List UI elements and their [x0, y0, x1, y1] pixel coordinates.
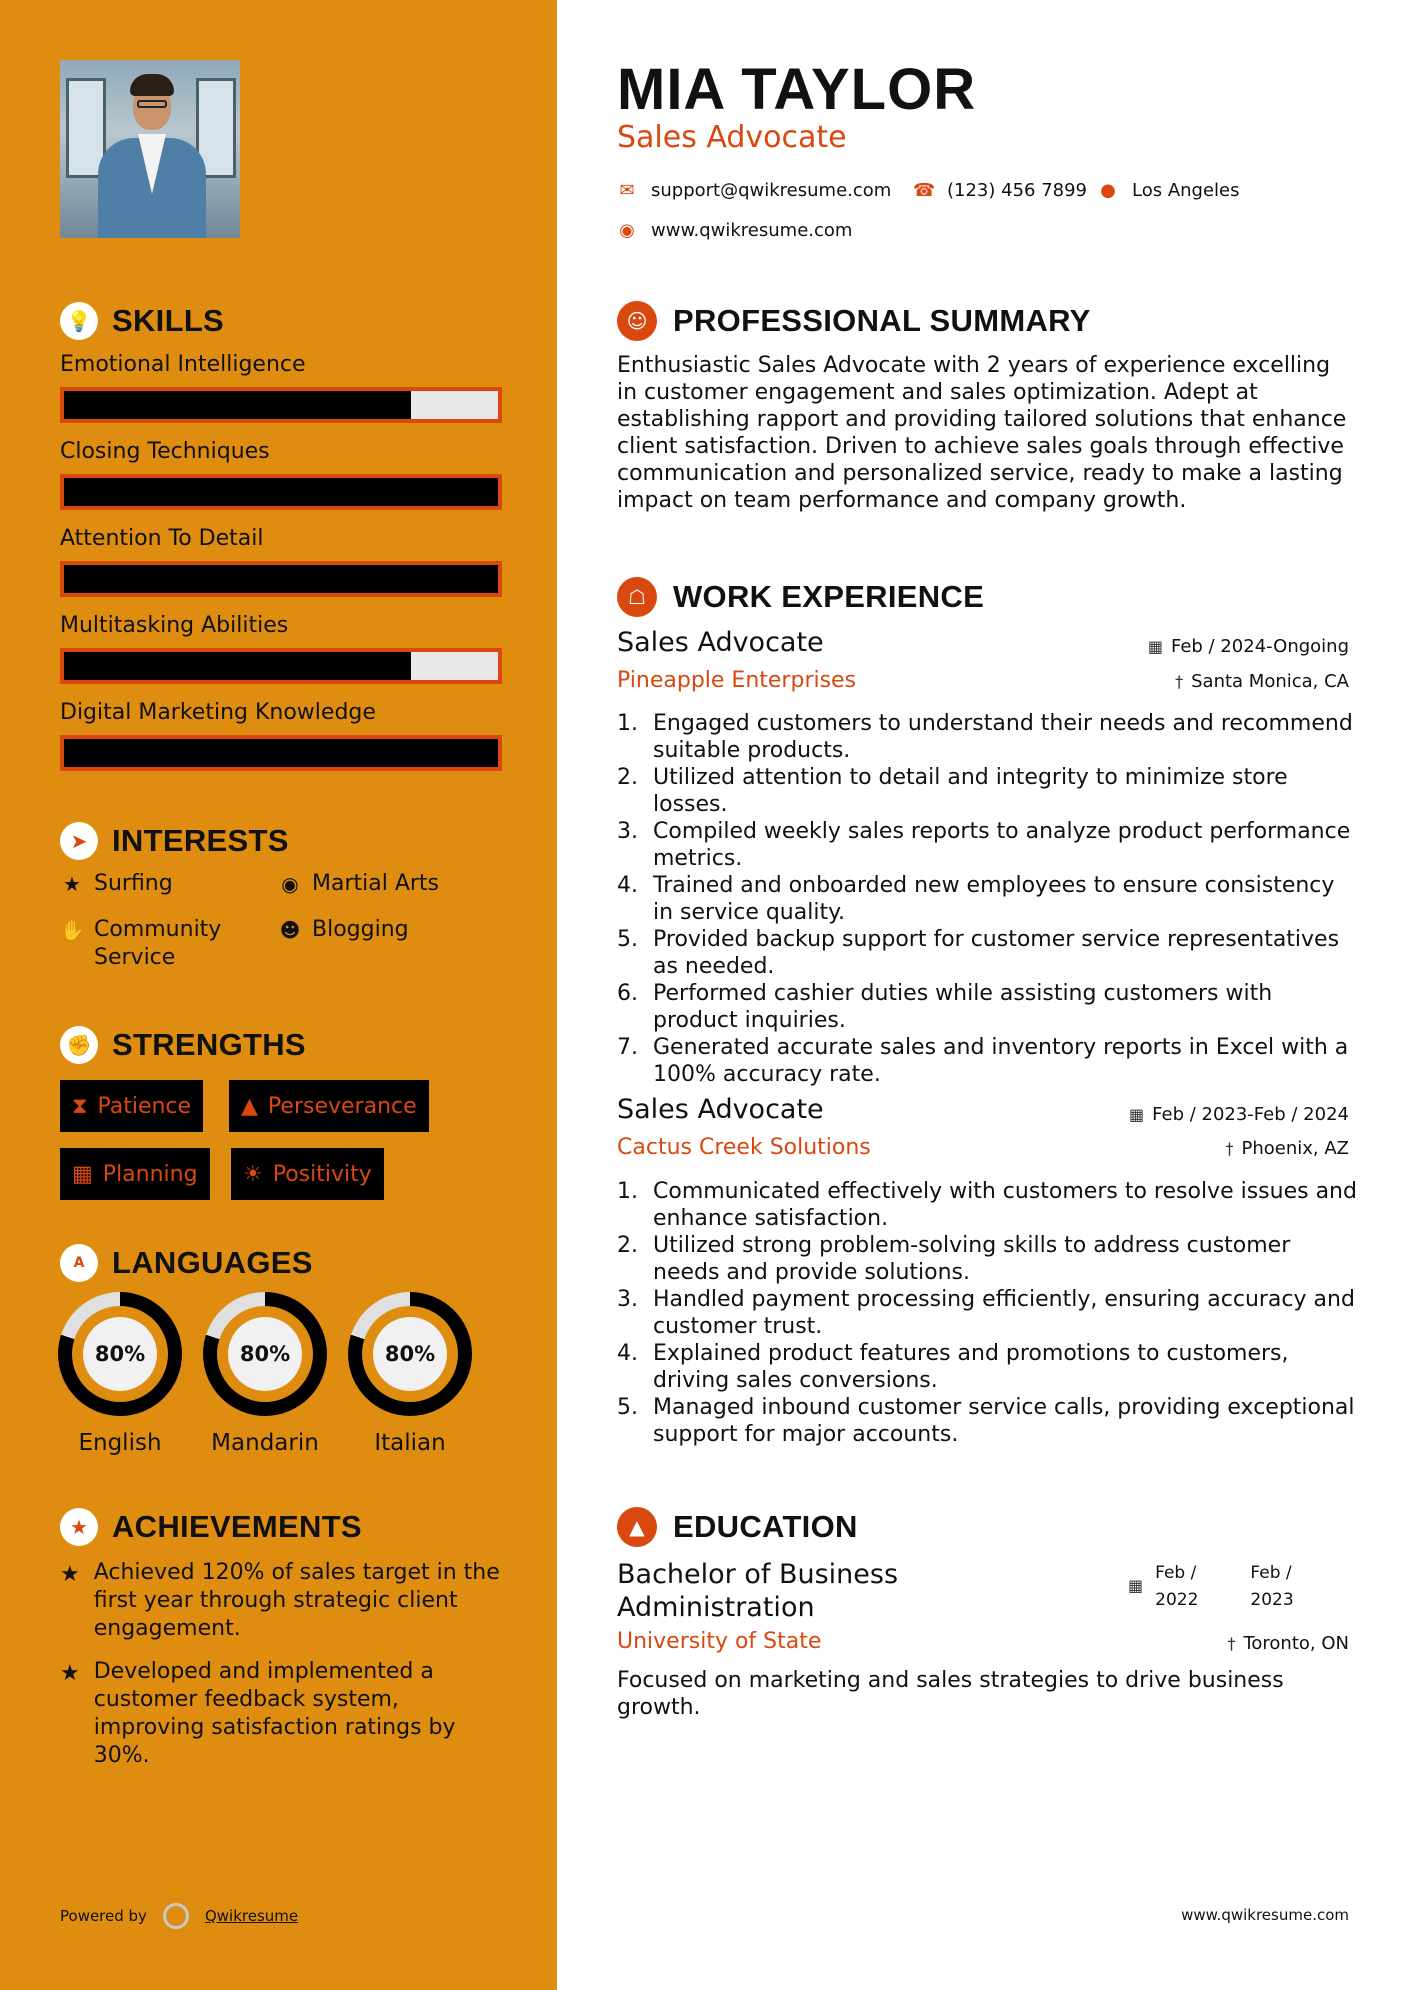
star-icon: ★ [63, 872, 81, 896]
email-text[interactable]: support@qwikresume.com [651, 180, 892, 201]
sun-icon: ☀ [243, 1161, 263, 1187]
photo-glasses [137, 100, 167, 108]
duty-item: Generated accurate sales and inventory reports in Excel with a 100% accuracy rate. [653, 1035, 1349, 1087]
interest-item [278, 916, 409, 944]
user-icon: ☺ [617, 301, 657, 341]
skill-bar [60, 474, 502, 510]
duty-item: Trained and onboarded new employees to ensure consistency in service quality. [653, 873, 1335, 925]
users-icon: ☻ [279, 918, 301, 942]
language-icon: A [60, 1244, 98, 1282]
summary-heading-row [617, 301, 1091, 341]
language-name: English [78, 1430, 162, 1456]
qwikresume-logo-icon [163, 1903, 189, 1929]
shooting-star-icon: ★ [60, 1661, 80, 1686]
job-company: Cactus Creek Solutions [617, 1135, 871, 1160]
powered-by-label: Powered by [60, 1907, 147, 1925]
contact-location [1098, 180, 1240, 201]
skill-label: Attention To Detail [60, 526, 264, 551]
languages-heading-row [60, 1244, 313, 1282]
education-end [1250, 1560, 1293, 1614]
education-heading-row [617, 1507, 858, 1547]
language-percent: 80% [373, 1317, 447, 1391]
degree-title: Bachelor of Business Administration [617, 1559, 899, 1623]
calendar-icon: ▦ [72, 1161, 93, 1187]
skill-item [60, 700, 502, 771]
skill-label: Multitasking Abilities [60, 613, 289, 638]
job-dates [1129, 1104, 1349, 1125]
shooting-star-icon: ★ [60, 1562, 80, 1587]
achievements-heading: ACHIEVEMENTS [112, 1509, 362, 1544]
job-dates [1148, 636, 1349, 657]
calendar-icon: ▦ [1147, 637, 1163, 656]
calendar-icon: ▦ [1129, 1105, 1145, 1124]
globe-icon: ◉ [619, 220, 635, 241]
calendar-icon: ▦ [1128, 1576, 1144, 1595]
interest-item [60, 916, 260, 972]
skill-bar [60, 561, 502, 597]
hand-icon: ✋ [60, 918, 85, 942]
sidebar [0, 0, 557, 1990]
education-location-text: Toronto, ON [1243, 1633, 1349, 1654]
skill-item [60, 613, 502, 684]
photo-hair [130, 74, 174, 96]
interest-label: Surfing [94, 871, 173, 896]
contact-website [617, 220, 852, 241]
language-item [203, 1292, 327, 1456]
duty-item: Performed cashier duties while assisting customers with product inquiries. [653, 981, 1273, 1033]
duty-item: Managed inbound customer service calls, providing exceptional support for major accounts. [653, 1395, 1355, 1447]
education-start [1155, 1560, 1198, 1614]
fist-icon: ✊ [60, 1026, 98, 1064]
strengths-heading: STRENGTHS [112, 1027, 306, 1062]
education-heading: EDUCATION [673, 1509, 858, 1544]
graduation-cap-icon: ▲ [617, 1507, 657, 1547]
star-badge-icon: ★ [60, 1508, 98, 1546]
education-dates [1128, 1560, 1294, 1614]
lightbulb-icon: 💡 [60, 302, 98, 340]
skill-item [60, 352, 502, 423]
language-ring [348, 1292, 472, 1416]
job-duties [617, 1178, 1359, 1448]
map-pin-icon: ● [1100, 180, 1116, 201]
paper-plane-icon: ➤ [60, 822, 98, 860]
interest-label: Community Service [94, 917, 222, 970]
strength-label: Positivity [272, 1161, 372, 1187]
skill-bar-fill [64, 652, 411, 680]
skill-bar [60, 648, 502, 684]
education-location [1227, 1633, 1349, 1654]
location-text: Los Angeles [1132, 180, 1240, 201]
duty-item: Explained product features and promotions to customers, driving sales conversions. [653, 1341, 1289, 1393]
phone-icon: ☎ [913, 180, 936, 201]
job-location [1226, 1138, 1350, 1159]
contact-phone [913, 180, 1087, 201]
office-chair-icon: ☖ [617, 577, 657, 617]
language-name: Mandarin [211, 1430, 319, 1456]
skill-bar-fill [64, 565, 498, 593]
language-ring-inner [217, 1306, 313, 1402]
website-text[interactable]: www.qwikresume.com [651, 220, 853, 241]
pin-icon: † [1227, 1634, 1236, 1653]
language-name: Italian [374, 1430, 446, 1456]
profile-photo [60, 60, 240, 238]
education-start-year: 2022 [1155, 1590, 1199, 1610]
interest-item [278, 870, 439, 898]
duty-item: Utilized attention to detail and integrity to minimize store losses. [653, 765, 1288, 817]
education-start-month: Feb / [1155, 1563, 1197, 1583]
duty-item: Compiled weekly sales reports to analyze product performance metrics. [653, 819, 1351, 871]
achievement-text: Developed and implemented a customer feedback system, improving satisfaction ratings by 30%. [93, 1659, 456, 1768]
job-dates-text: Feb / 2024-Ongoing [1170, 636, 1349, 657]
summary-text: Enthusiastic Sales Advocate with 2 years of experience excelling in customer engagement and sales optimization. Adept at establishing rapport and providing tailored solutions that enhance client satisfaction. Driven to achieve sales goals through effective communication and personalized service, ready to make a lasting impact on team performance and company growth. [617, 353, 1347, 513]
achievement-text: Achieved 120% of sales target in the first year through strategic client engagement. [93, 1560, 500, 1641]
skill-label: Emotional Intelligence [60, 352, 306, 377]
candidate-name: MIA TAYLOR [617, 57, 977, 122]
job-location-text: Santa Monica, CA [1191, 671, 1349, 692]
job-title: Sales Advocate [617, 627, 824, 658]
strengths-heading-row [60, 1026, 306, 1064]
globe-icon: ◉ [281, 872, 299, 896]
duty-item: Provided backup support for customer service representatives as needed. [653, 927, 1340, 979]
duty-item: Communicated effectively with customers to resolve issues and enhance satisfaction. [653, 1179, 1357, 1231]
interest-item [60, 870, 173, 898]
strength-chip [231, 1148, 384, 1200]
pin-icon: † [1225, 1139, 1234, 1158]
achievement-item [60, 1658, 500, 1770]
hourglass-icon: ⧗ [72, 1093, 88, 1119]
achievements-heading-row [60, 1508, 362, 1546]
language-ring [58, 1292, 182, 1416]
skill-bar [60, 735, 502, 771]
achievement-item [60, 1559, 500, 1643]
skills-heading-row [60, 302, 224, 340]
interests-heading-row [60, 822, 289, 860]
interest-label: Blogging [312, 917, 409, 942]
strength-chip [229, 1080, 429, 1132]
languages-heading: LANGUAGES [112, 1245, 313, 1280]
job-location-text: Phoenix, AZ [1241, 1138, 1349, 1159]
duty-item: Handled payment processing efficiently, ensuring accuracy and customer trust. [653, 1287, 1355, 1339]
skill-label: Digital Marketing Knowledge [60, 700, 376, 725]
language-ring [203, 1292, 327, 1416]
language-ring-inner [362, 1306, 458, 1402]
powered-by [60, 1903, 298, 1929]
experience-heading-row [617, 577, 984, 617]
skill-bar-fill [64, 478, 498, 506]
candidate-title: Sales Advocate [617, 120, 847, 155]
strength-label: Patience [97, 1093, 192, 1119]
duty-item: Engaged customers to understand their needs and recommend suitable products. [653, 711, 1353, 763]
school-name: University of State [617, 1629, 822, 1654]
strength-chip [60, 1080, 203, 1132]
interests-heading: INTERESTS [112, 823, 289, 858]
education-description: Focused on marketing and sales strategies to drive business growth. [617, 1668, 1284, 1720]
language-percent: 80% [228, 1317, 302, 1391]
skill-label: Closing Techniques [60, 439, 270, 464]
duty-item: Utilized strong problem-solving skills to address customer needs and provide solutions. [653, 1233, 1291, 1285]
skills-heading: SKILLS [112, 303, 225, 338]
skill-bar-fill [64, 391, 411, 419]
pin-icon: † [1175, 672, 1184, 691]
job-company: Pineapple Enterprises [617, 668, 857, 693]
job-dates-text: Feb / 2023-Feb / 2024 [1152, 1104, 1349, 1125]
qwikresume-link[interactable]: Qwikresume [204, 1907, 299, 1925]
footer-url[interactable]: www.qwikresume.com [1181, 1906, 1349, 1924]
skill-item [60, 439, 502, 510]
education-end-year: 2023 [1250, 1590, 1294, 1610]
job-title: Sales Advocate [617, 1094, 824, 1125]
experience-heading: WORK EXPERIENCE [673, 579, 985, 614]
job-location [1175, 671, 1349, 692]
skill-bar [60, 387, 502, 423]
strength-label: Planning [102, 1161, 198, 1187]
education-end-month: Feb / [1250, 1563, 1292, 1583]
strength-chip [60, 1148, 210, 1200]
interest-label: Martial Arts [312, 871, 440, 896]
language-item [348, 1292, 472, 1456]
road-icon: ▲ [241, 1093, 258, 1119]
language-percent: 80% [83, 1317, 157, 1391]
skill-bar-fill [64, 739, 498, 767]
skill-item [60, 526, 502, 597]
contact-email [617, 180, 891, 201]
strength-label: Perseverance [267, 1093, 417, 1119]
language-ring-inner [72, 1306, 168, 1402]
phone-text[interactable]: (123) 456 7899 [947, 180, 1088, 201]
envelope-icon: ✉ [619, 180, 635, 201]
summary-heading: PROFESSIONAL SUMMARY [673, 303, 1091, 338]
language-item [58, 1292, 182, 1456]
job-duties [617, 710, 1359, 1088]
